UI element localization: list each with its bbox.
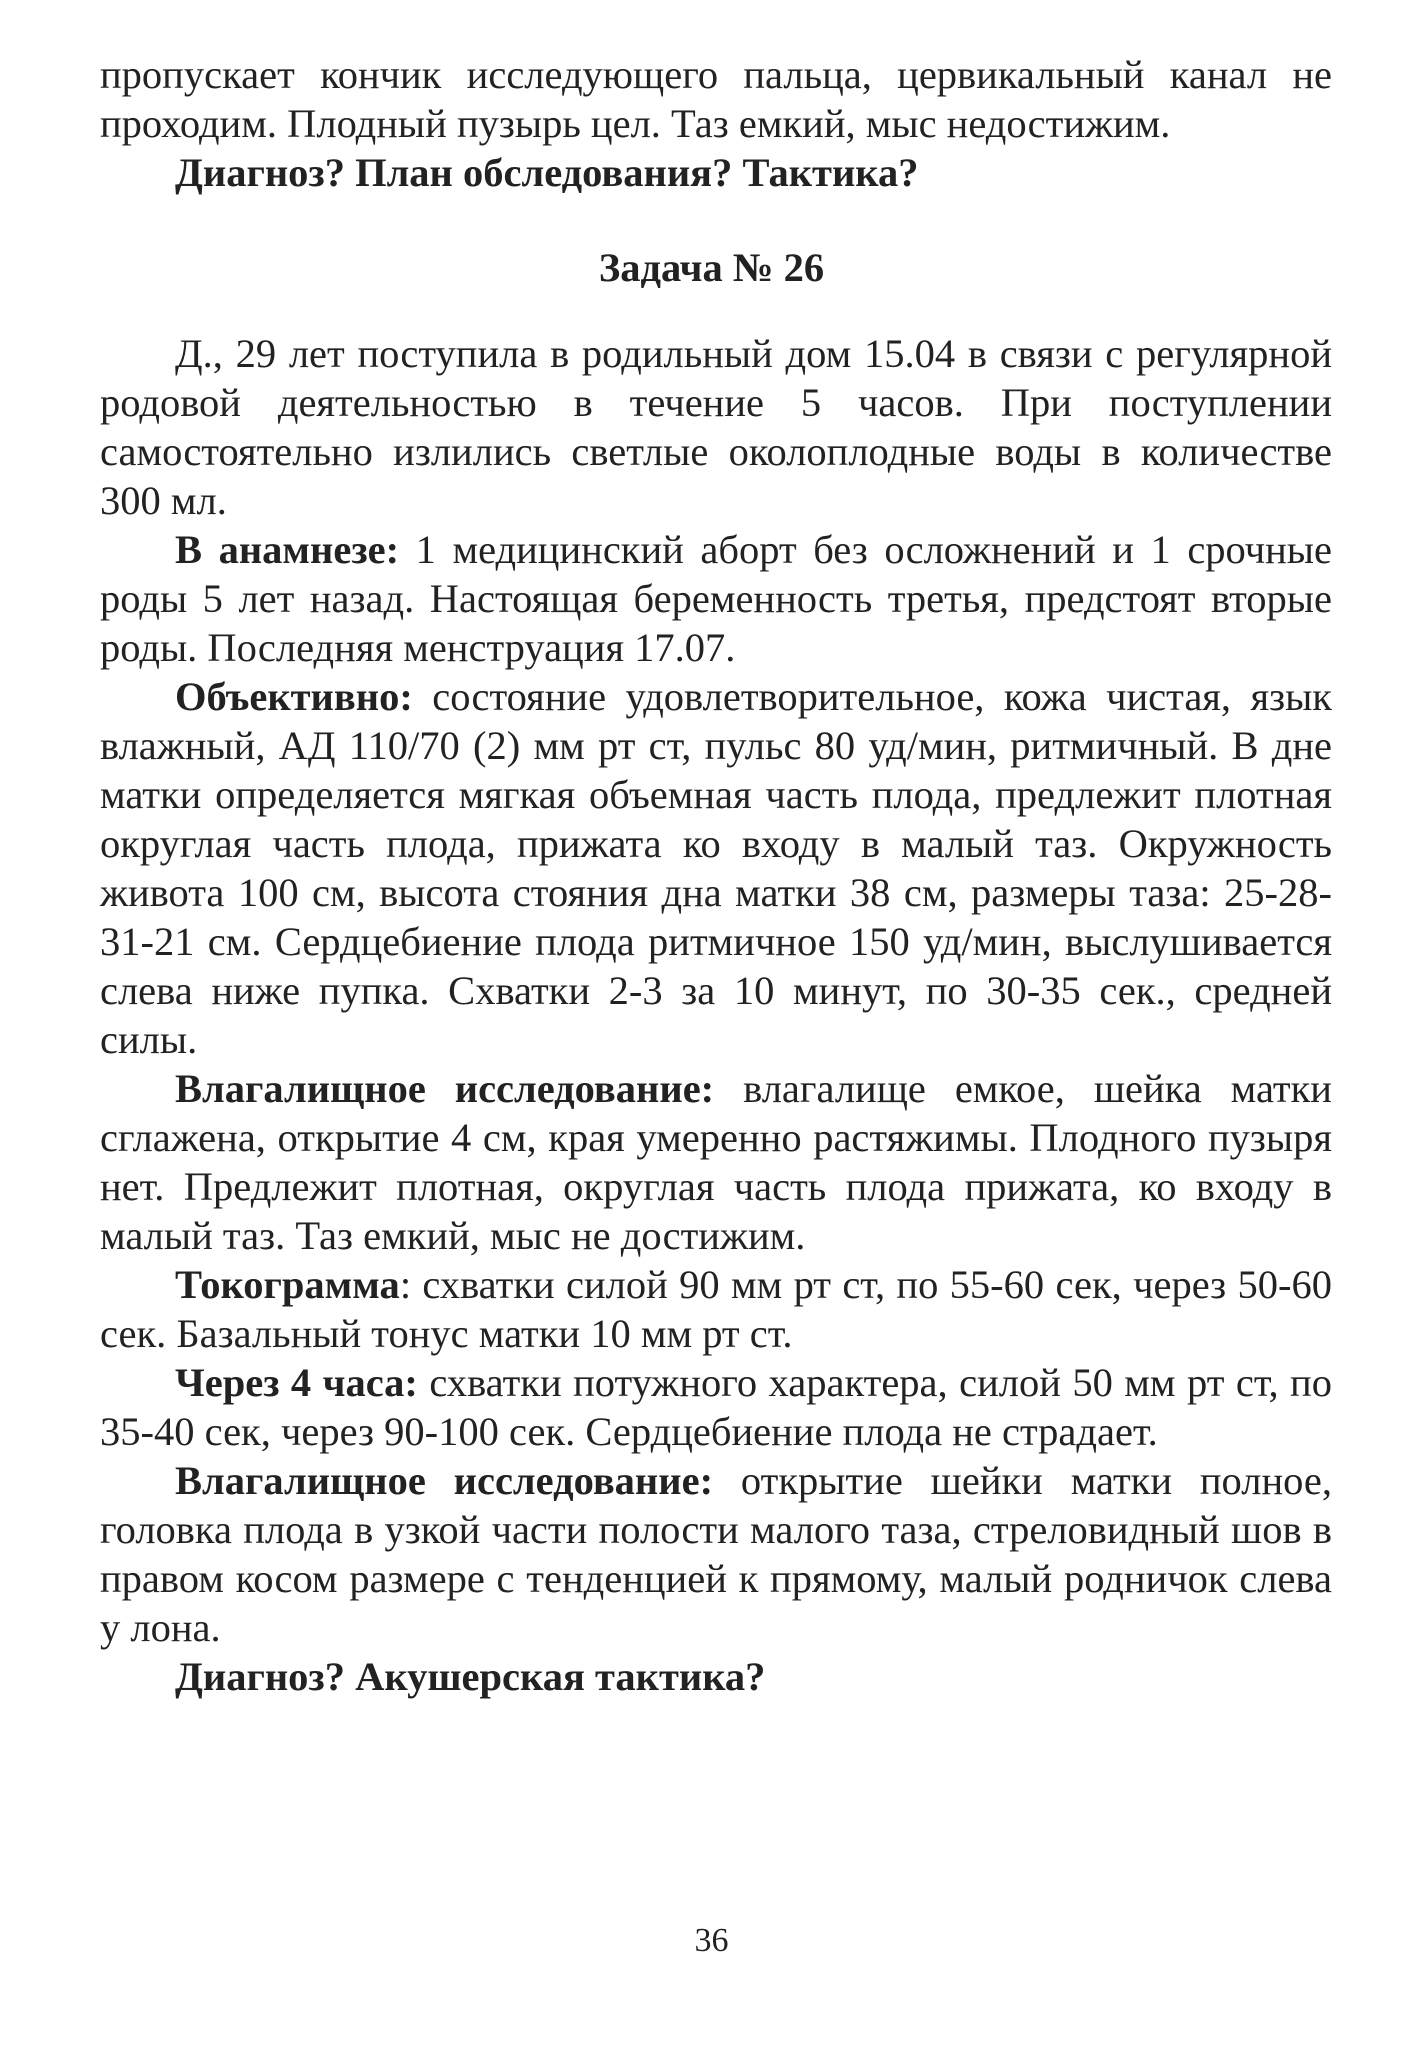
intro-paragraph: Д., 29 лет поступила в родильный дом 15.04 в связи с регулярной родовой деятельностью в течение 5 часов. При поступлении самостоятельно излились светлые околоплодные воды в количестве 300 мл. bbox=[100, 331, 1332, 523]
previous-task-ending bbox=[100, 50, 1332, 197]
vaginal-exam-text-1: влагалище емкое, шейка матки сглажена, открытие 4 см, края умеренно растяжимы. Плодного пузыря нет. Предлежит плотная, округлая часть плода прижата, ко входу в малый таз. Таз емкий, мыс не достижим. bbox=[100, 1066, 1332, 1258]
vaginal-exam-paragraph-1 bbox=[100, 1064, 1332, 1260]
task-title: Задача № 26 bbox=[598, 245, 825, 290]
anamnesis-label: В анамнезе: bbox=[175, 527, 400, 572]
vaginal-exam-text-2: открытие шейки матки полное, головка плода в узкой части полости малого таза, стреловидный шов в правом косом размере с тенденцией к прямому, малый родничок слева у лона. bbox=[100, 1458, 1332, 1650]
task-body bbox=[100, 329, 1332, 1701]
tocogram-paragraph bbox=[100, 1260, 1332, 1358]
after-4h-text: схватки потужного характера, силой 50 мм рт ст, по 35-40 сек, через 90-100 сек. Сердцебиение плода не страдает. bbox=[100, 1360, 1332, 1454]
continuation-paragraph: пропускает кончик исследующего пальца, цервикальный канал не проходим. Плодный пузырь цел. Таз емкий, мыс недостижим. bbox=[100, 52, 1332, 146]
after-4h-paragraph bbox=[100, 1358, 1332, 1456]
task-questions: Диагноз? Акушерская тактика? bbox=[175, 1654, 766, 1699]
after-4h-label: Через 4 часа: bbox=[175, 1360, 418, 1405]
vaginal-exam-paragraph-2 bbox=[100, 1456, 1332, 1652]
objective-text: состояние удовлетворительное, кожа чистая, язык влажный, АД 110/70 (2) мм рт ст, пульс 80 уд/мин, ритмичный. В дне матки определяется мягкая объемная часть плода, предлежит плотная округлая часть плода, прижата ко входу в малый таз. Окружность живота 100 см, высота стояния дна матки 38 см, размеры таза: 25-28-31-21 см. Сердцебиение плода ритмичное 150 уд/мин, выслушивается слева ниже пупка. Схватки 2-3 за 10 минут, по 30-35 сек., средней силы. bbox=[100, 674, 1332, 1062]
previous-task-questions: Диагноз? План обследования? Тактика? bbox=[175, 150, 919, 195]
objective-label: Объективно: bbox=[175, 674, 413, 719]
tocogram-label: Токограмма bbox=[175, 1262, 400, 1307]
tocogram-text: : схватки силой 90 мм рт ст, по 55-60 сек, через 50-60 сек. Базальный тонус матки 10 мм рт ст. bbox=[100, 1262, 1332, 1356]
page-number: 36 bbox=[694, 1922, 729, 1959]
anamnesis-paragraph bbox=[100, 525, 1332, 672]
objective-paragraph bbox=[100, 672, 1332, 1064]
vaginal-exam-label-2: Влагалищное исследование: bbox=[175, 1458, 714, 1503]
anamnesis-text: 1 медицинский аборт без осложнений и 1 срочные роды 5 лет назад. Настоящая беременность третья, предстоят вторые роды. Последняя менструация 17.07. bbox=[100, 527, 1332, 670]
vaginal-exam-label-1: Влагалищное исследование: bbox=[175, 1066, 715, 1111]
